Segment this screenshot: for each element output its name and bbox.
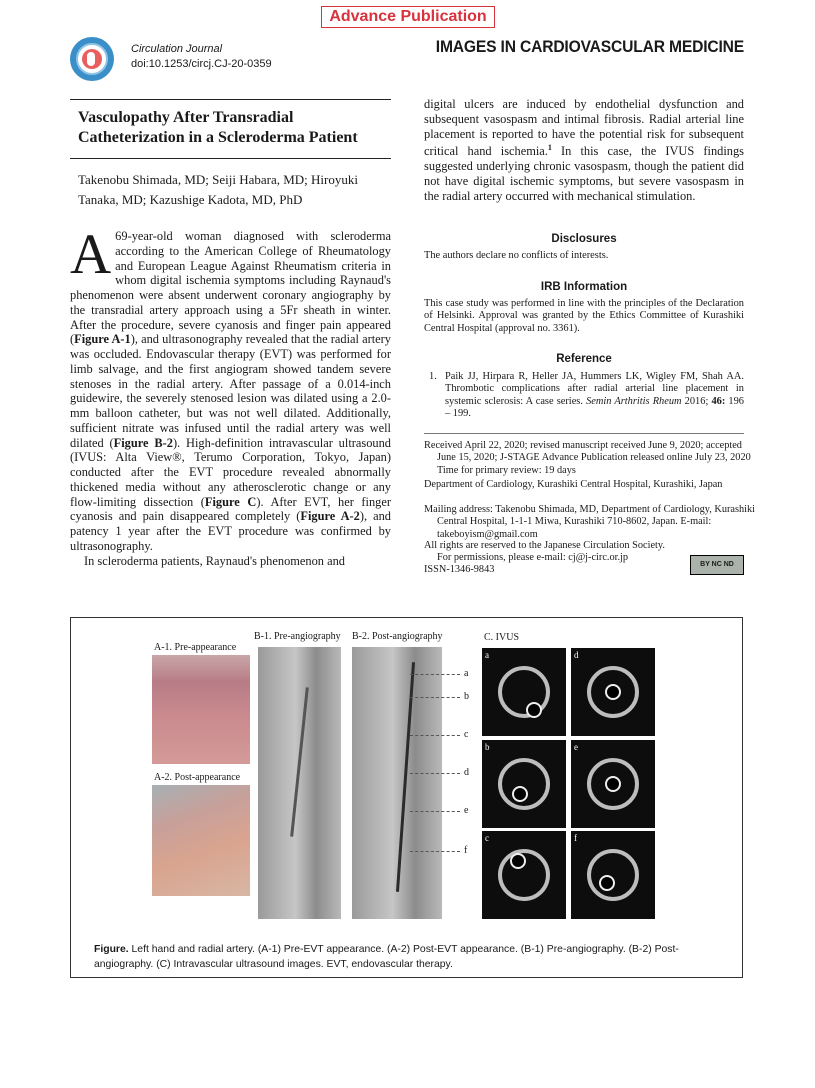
issn: ISSN-1346-9843 [424, 564, 495, 575]
pre-appearance-photo [152, 655, 250, 764]
marker-c: c [464, 729, 469, 740]
reference-item: 1. Paik JJ, Hirpara R, Heller JA, Hummers LK, Wigley FM, Shah AA. Thrombotic complications after radial arterial line placement in systemic sclerosis: A case series. Semin Arthritis Rheum 2016; 46: 196 – 199. [429, 371, 745, 420]
author-list: Takenobu Shimada, MD; Seiji Habara, MD; Hiroyuki Tanaka, MD; Kazushige Kadota, MD, PhD [78, 172, 358, 207]
marker-a: a [464, 668, 469, 679]
reference-heading: Reference [556, 353, 612, 365]
article-title: Vasculopathy After Transradial Catheterization in a Scleroderma Patient [78, 109, 358, 146]
irb-text: This case study was performed in line with the principles of the Declaration of Helsinki. Approval was granted by the Ethics Committee of Kurashiki Central Hospital (approval no. 3361). [424, 298, 744, 334]
label-b1: B-1. Pre-angiography [254, 631, 341, 642]
caption-lead: Figure. [94, 944, 129, 955]
department: Department of Cardiology, Kurashiki Central Hospital, Kurashiki, Japan [424, 479, 723, 490]
figure-ref-a1[interactable]: Figure A-1 [74, 332, 131, 347]
marker-line-d [410, 773, 460, 774]
marker-line-c [410, 735, 460, 736]
marker-b: b [464, 691, 469, 702]
figure-caption: Figure. Left hand and radial artery. (A-1) Pre-EVT appearance. (A-2) Post-EVT appearance. (B-1) Pre-angiography. (B-2) Post-angiography. (C) Intravascular ultrasound images. EVT, endovascular therapy. [94, 944, 679, 970]
permissions-notice: For permissions, please e-mail: cj@j-circ.or.jp [437, 552, 629, 563]
label-c: C. IVUS [484, 632, 520, 643]
label-a2: A-2. Post-appearance [154, 772, 241, 783]
pre-angiography-image [258, 647, 341, 919]
post-angiography-image [352, 647, 442, 919]
info-divider [424, 433, 744, 434]
ivus-image-e: e [571, 740, 655, 828]
reference-journal: Semin Arthritis Rheum [586, 395, 682, 407]
main-text [70, 223, 392, 568]
ivus-image-a: a [482, 648, 566, 736]
marker-line-a [410, 674, 460, 675]
marker-d: d [464, 767, 469, 778]
journal-name: Circulation Journal [131, 43, 223, 55]
marker-e: e [464, 805, 469, 816]
ivus-image-b: b [482, 740, 566, 828]
citation-superscript[interactable]: 1 [547, 143, 552, 153]
title-rule-top [70, 99, 391, 100]
post-appearance-photo [152, 785, 250, 896]
paragraph-2: In scleroderma patients, Raynaud's phenomenon and [84, 553, 345, 568]
ivus-image-c: c [482, 831, 566, 919]
figure-ref-c[interactable]: Figure C [204, 494, 257, 509]
marker-line-f [410, 851, 460, 852]
figure-ref-b2[interactable]: Figure B-2 [113, 435, 173, 450]
irb-heading: IRB Information [540, 281, 628, 293]
figure-ref-a2[interactable]: Figure A-2 [300, 509, 360, 524]
advance-publication-banner: Advance Publication [321, 6, 495, 28]
cc-license-badge[interactable]: BY NC ND [690, 555, 744, 575]
doi-link[interactable]: doi:10.1253/circj.CJ-20-0359 [131, 58, 272, 70]
paragraph-1: A 69-year-old woman diagnosed with scleroderma according to the American College of Rheumatology and European League Against Rheumatism criteria in whom digital ischemia symptoms including Raynaud's phenomenon were absent underwent coronary angiography by the transradial artery approach using a 5Fr sheath in winter. After the procedure, severe cyanosis and finger pain appeared (Figure A-1), and ultrasonography revealed that the radial artery was occluded. Endovascular therapy (EVT) was performed for limb salvage, and the first angiogram showed tandem severe stenoses in the radial artery. After passage of a 0.014-inch guidewire, the severely stenosed lesion was dilated using a 2.0-mm balloon catheter, but was not well dilated. Additionally, sufficient nitrate was infused until the radial artery was well dilated (Figure B-2). High-definition intravascular ultrasound (IVUS: Alta View®, Terumo Corporation, Tokyo, Japan) conducted after the EVT procedure revealed abnormally thickened media without any atherosclerotic change or any flow-limiting dissection (Figure C). After EVT, her finger cyanosis and pain disappeared completely (Figure A-2), and patency 1 year after the EVT procedure was confirmed by ultrasonography. [70, 223, 392, 553]
reference-number: 1. [429, 371, 437, 382]
received-dates: Received April 22, 2020; revised manuscript received June 9, 2020; accepted June 15, 2020; J-STAGE Advance Publication released online July 23, 2020 Time for primary review: 19 days [424, 440, 751, 476]
marker-f: f [464, 845, 468, 856]
ivus-image-f: f [571, 831, 655, 919]
disclosures-heading: Disclosures [551, 233, 617, 245]
label-a1: A-1. Pre-appearance [154, 642, 237, 653]
journal-logo [70, 37, 114, 81]
disclosures-text: The authors declare no conflicts of interests. [424, 250, 609, 261]
section-title: IMAGES IN CARDIOVASCULAR MEDICINE [435, 37, 744, 56]
right-column-text: digital ulcers are induced by endothelial dysfunction and subsequent vasospasm and intimal fibrosis. Radial arterial line placement is reported to have the potential risk for subsequent critical hand ischemia.$^1$ In this case, the IVUS findings suggested underlying chronic vasospasm, though the patient did not have digital ischemic symptoms, but severe vasospasm in the radial artery occurred with mechanical stimulation. [424, 97, 744, 203]
marker-line-b [410, 697, 460, 698]
dropcap: A [70, 223, 112, 286]
title-rule-bottom [70, 158, 391, 159]
ivus-image-d: d [571, 648, 655, 736]
rights-notice: All rights are reserved to the Japanese Circulation Society. [424, 540, 665, 551]
mailing-address: Mailing address: Takenobu Shimada, MD, Department of Cardiology, Kurashiki Central Hospital, 1-1-1 Miwa, Kurashiki 710-8602, Japan. E-mail: takeboyism@gmail.com [424, 504, 756, 540]
label-b2: B-2. Post-angiography [352, 631, 443, 642]
marker-line-e [410, 811, 460, 812]
